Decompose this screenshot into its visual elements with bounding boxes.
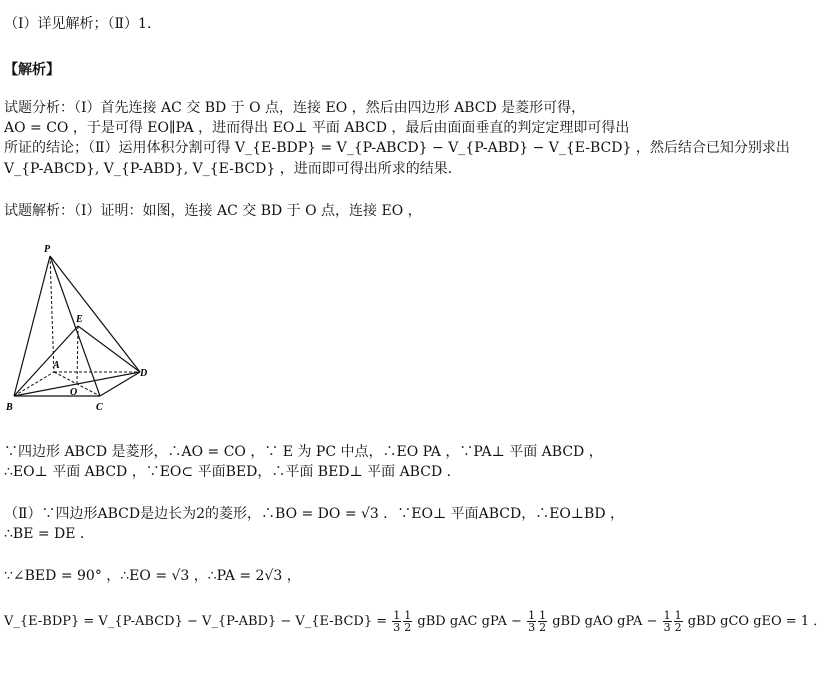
label-B: B: [6, 402, 13, 413]
label-E: E: [76, 314, 83, 325]
proof-line-2: ∴EO⊥ 平面 ABCD ，∵EO⊂ 平面BED，∴平面 BED⊥ 平面 ABCD ．: [4, 464, 461, 480]
part2-line-2: ∴BE = DE ．: [4, 526, 94, 542]
fraction-1-2: $\frac{1}{2}$: [404, 609, 412, 634]
label-P: P: [44, 244, 51, 255]
analysis-line-1: 试题分析：（Ⅰ）首先连接 AC 交 BD 于 O 点，连接 EO ，然后由四边形 ABCD 是菱形可得，: [4, 100, 586, 116]
label-A: A: [53, 360, 60, 371]
fraction-1-2: $\frac{1}{2}$: [674, 609, 682, 634]
fraction-1-3: $\frac{1}{3}$: [663, 609, 671, 634]
final-formula: [4, 610, 826, 633]
solution-intro: 试题解析：（Ⅰ）证明：如图，连接 AC 交 BD 于 O 点，连接 EO ，: [4, 203, 422, 219]
pyramid-figure: [0, 240, 170, 430]
final-term-2: gBD gAO gPA −: [552, 614, 658, 629]
fraction-1-3: $\frac{1}{3}$: [393, 609, 401, 634]
final-lhs: V_{E-BDP} = V_{P-ABCD} − V_{P-ABD} − V_{E-BCD} =: [4, 614, 388, 629]
fraction-1-2: $\frac{1}{2}$: [539, 609, 547, 634]
label-O: O: [70, 387, 78, 398]
label-C: C: [96, 402, 103, 413]
section-title: 【解析】: [4, 62, 60, 78]
label-D: D: [140, 368, 148, 379]
analysis-line-2: AO = CO ，于是可得 EO∥PA ，进而得出 EO⊥ 平面 ABCD ，最后由面面垂直的判定定理即可得出: [4, 120, 630, 136]
part2-line-1: （Ⅱ）∵四边形ABCD是边长为2的菱形，∴BO = DO = √3 ．∵EO⊥ 平面ABCD，∴EO⊥BD ，: [4, 506, 625, 522]
analysis-line-3: 所证的结论；（Ⅱ）运用体积分割可得 V_{E-BDP} = V_{P-ABCD} − V_{P-ABD} − V_{E-BCD} ，然后结合已知分别求出: [4, 140, 790, 156]
analysis-line-4: V_{P-ABCD}, V_{P-ABD}, V_{E-BCD} ，进而即可得出所求的结果．: [4, 161, 462, 177]
final-term-3: gBD gCO gEO = 1 ．: [687, 614, 826, 629]
fraction-1-3: $\frac{1}{3}$: [528, 609, 536, 634]
answer-line: （Ⅰ）详见解析；（Ⅱ）1．: [4, 16, 161, 32]
final-term-1: gBD gAC gPA −: [417, 614, 522, 629]
part2-line-3: ∵∠BED = 90° ，∴EO = √3 ，∴PA = 2√3 ，: [4, 568, 301, 584]
proof-line-1: ∵四边形 ABCD 是菱形，∴AO = CO ，∵ E 为 PC 中点，∴EO PA ，∵PA⊥ 平面 ABCD ，: [4, 444, 603, 460]
